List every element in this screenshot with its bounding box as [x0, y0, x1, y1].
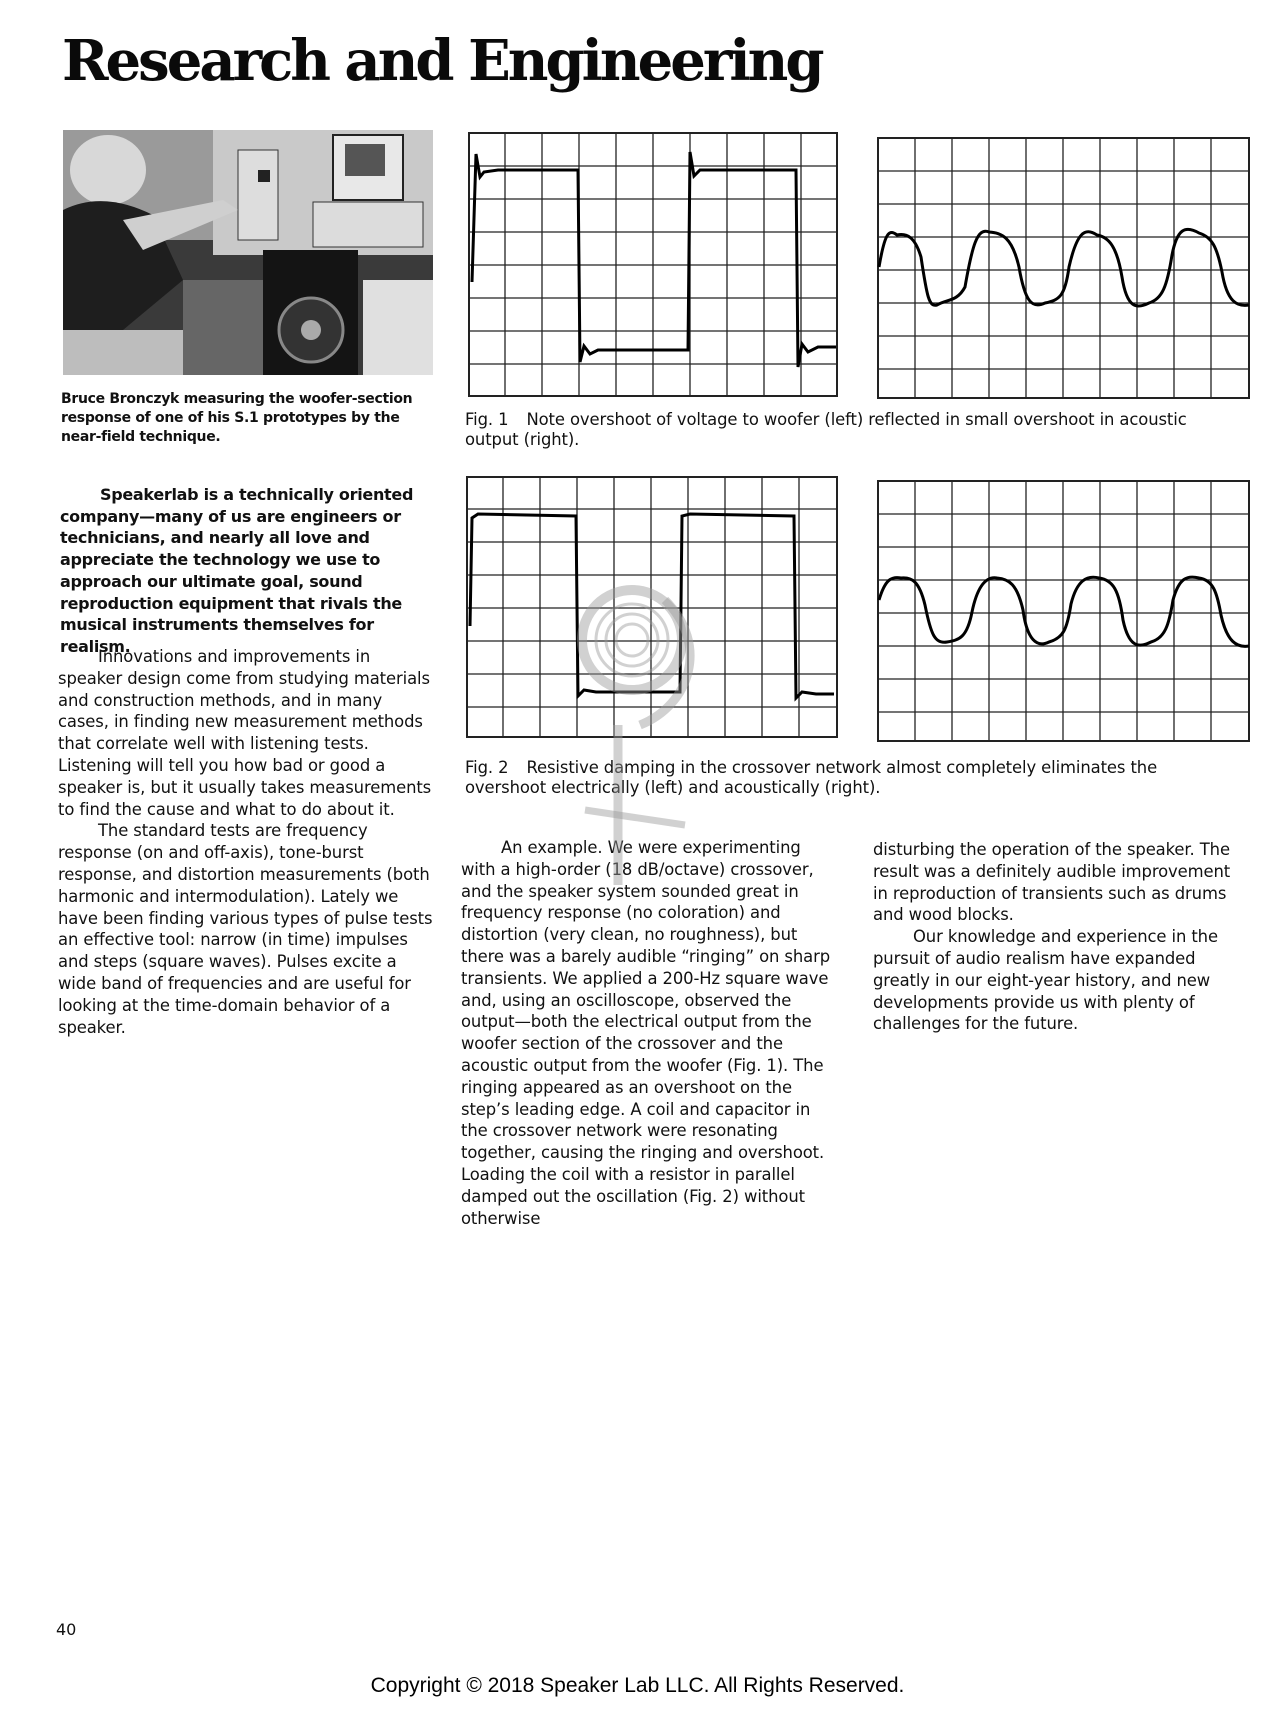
column-1 — [58, 646, 433, 1038]
fig1-caption-text: Note overshoot of voltage to woofer (left) reflected in small overshoot in acoustic output (right). — [465, 410, 1187, 449]
page-title: Research and Engineering — [62, 28, 822, 94]
page-number: 40 — [56, 1620, 77, 1639]
intro-paragraph: Speakerlab is a technically oriented company—many of us are engineers or technicians, and nearly all love and appreciate the technology we use to approach our ultimate goal, sound reproduction equipment that rivals the musical instruments themselves for realism. — [60, 485, 414, 656]
fig1-label: Fig. 1 — [465, 410, 509, 429]
fig2-caption-text: Resistive damping in the crossover network almost completely eliminates the overshoot electrically (left) and acoustically (right). — [465, 758, 1158, 797]
lab-photo — [63, 130, 433, 375]
photo-caption: Bruce Bronczyk measuring the woofer-section response of one of his S.1 prototypes by the near-field technique. — [61, 391, 413, 445]
fig1-right-scope — [877, 137, 1250, 399]
fig1-caption — [465, 410, 1225, 450]
column-3-paragraph-2: Our knowledge and experience in the pursuit of audio realism have expanded greatly in our eight-year history, and new developments provide us with plenty of challenges for the future. — [873, 927, 1218, 1034]
fig1-left-scope — [468, 132, 838, 397]
column-2 — [461, 837, 836, 1229]
fig2-left-scope — [466, 476, 838, 738]
column-3-paragraph-1: disturbing the operation of the speaker. The result was a definitely audible improvement in reproduction of transients such as drums and wood blocks. — [873, 840, 1231, 925]
copyright-notice: Copyright © 2018 Speaker Lab LLC. All Rights Reserved. — [370, 1674, 905, 1697]
column-3 — [873, 839, 1248, 1035]
fig2-right-scope — [877, 480, 1250, 742]
column-1-paragraph-1: Innovations and improvements in speaker design come from studying materials and construction methods, and in many cases, in finding new measurement methods that correlate well with listening tests. Listening will tell you how bad or good a speaker is, but it usually takes measurements to find the cause and what to do about it. — [58, 647, 432, 819]
fig2-caption — [465, 758, 1225, 798]
column-1-paragraph-2: The standard tests are frequency response (on and off-axis), tone-burst response, and distortion measurements (both harmonic and intermodulation). Lately we have been finding various types of pulse tests an effective tool: narrow (in time) impulses and steps (square waves). Pulses excite a wide band of frequencies and are useful for looking at the time-domain behavior of a speaker. — [58, 821, 433, 1037]
column-2-paragraph-1: An example. We were experimenting with a high-order (18 dB/octave) crossover, and the speaker system sounded great in frequency response (no coloration) and distortion (very clean, no roughness), but there was a barely audible “ringing” on sharp transients. We applied a 200-Hz square wave and, using an oscilloscope, observed the output—both the electrical output from the woofer section of the crossover and the acoustic output from the woofer (Fig. 1). The ringing appeared as an overshoot on the step’s leading edge. A coil and capacitor in the crossover network were resonating together, causing the ringing and overshoot. Loading the coil with a resistor in parallel damped out the oscillation (Fig. 2) without otherwise — [461, 838, 831, 1228]
fig2-label: Fig. 2 — [465, 758, 509, 777]
